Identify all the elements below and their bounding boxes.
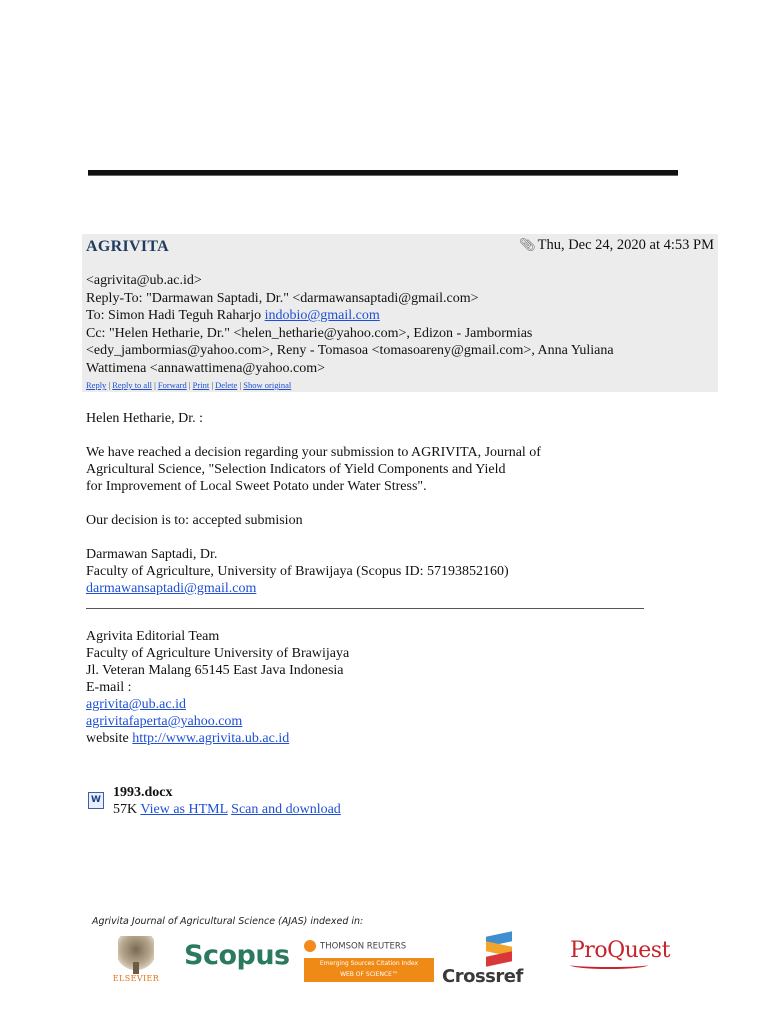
reply-link[interactable]: Reply xyxy=(86,380,107,390)
agrivita-email-link[interactable]: agrivita@ub.ac.id xyxy=(86,697,186,712)
cc-line-3: Wattimena <annawattimena@yahoo.com> xyxy=(86,360,326,376)
sep: | xyxy=(151,380,158,390)
website-link[interactable]: http://www.agrivita.ub.ac.id xyxy=(132,731,290,746)
to-line xyxy=(86,307,712,325)
body-line-2: Agricultural Science, "Selection Indicators of Yield Components and Yield xyxy=(86,462,506,477)
reply-to-line: Reply-To: "Darmawan Saptadi, Dr." <darmawansaptadi@gmail.com> xyxy=(86,290,479,306)
faperta-email-link[interactable]: agrivitafaperta@yahoo.com xyxy=(86,714,243,729)
editor-email-link[interactable]: darmawansaptadi@gmail.com xyxy=(86,581,257,596)
email-body xyxy=(86,410,686,597)
thomson-reuters-logo xyxy=(304,938,434,982)
website-line xyxy=(86,730,349,747)
paperclip-icon: 📎︎ xyxy=(519,237,536,252)
sep: | xyxy=(186,380,193,390)
scopus-logo: Scopus xyxy=(184,940,290,971)
decision-text: Our decision is to: accepted submision xyxy=(86,513,303,528)
indexed-in-text: Agrivita Journal of Agricultural Science (AJAS) indexed in: xyxy=(92,916,364,927)
attachment-meta xyxy=(113,801,341,818)
forward-link[interactable]: Forward xyxy=(157,380,187,390)
email-date xyxy=(519,237,714,254)
crossref-wordmark: Crossref xyxy=(442,966,523,987)
cc-line-1: Cc: "Helen Hetharie, Dr." <helen_hetharie@yahoo.com>, Edizon - Jambormias xyxy=(86,325,533,341)
top-rule xyxy=(88,170,678,176)
show-original-link[interactable]: Show original xyxy=(243,380,292,390)
sep: | xyxy=(237,380,244,390)
thomson-wordmark: THOMSON REUTERS xyxy=(320,941,407,952)
sender-name: AGRIVITA xyxy=(86,238,170,255)
esci-text: Emerging Sources Citation Index xyxy=(319,960,419,967)
email-label: E-mail : xyxy=(86,680,132,695)
delete-link[interactable]: Delete xyxy=(215,380,238,390)
wos-text: WEB OF SCIENCE™ xyxy=(340,971,398,978)
attachment-size: 57K xyxy=(113,802,141,817)
body-line-3: for Improvement of Local Sweet Potato under Water Stress". xyxy=(86,479,427,494)
greeting: Helen Hetharie, Dr. : xyxy=(86,411,204,426)
scan-download-link[interactable]: Scan and download xyxy=(231,802,341,817)
body-line-1: We have reached a decision regarding your submission to AGRIVITA, Journal of xyxy=(86,445,541,460)
word-doc-icon[interactable]: W xyxy=(88,792,104,809)
to-email-link[interactable]: indobio@gmail.com xyxy=(264,308,380,323)
print-link[interactable]: Print xyxy=(192,380,210,390)
website-label: website xyxy=(86,731,133,746)
proquest-logo xyxy=(570,938,670,969)
crossref-logo xyxy=(442,934,528,988)
sep: | xyxy=(106,380,113,390)
sender-address: <agrivita@ub.ac.id> xyxy=(86,273,202,288)
team-name: Agrivita Editorial Team xyxy=(86,629,220,644)
thomson-dot-icon xyxy=(304,940,316,952)
view-as-html-link[interactable]: View as HTML xyxy=(140,802,228,817)
cc-line-2: <edy_jambormias@yahoo.com>, Reny - Tomasoa <tomasoareny@gmail.com>, Anna Yuliana xyxy=(86,343,614,358)
editor-affiliation: Faculty of Agriculture, University of Brawijaya (Scopus ID: 57193852160) xyxy=(86,564,509,579)
sep: | xyxy=(209,380,216,390)
email-actions xyxy=(86,380,291,390)
attachment-filename: 1993.docx xyxy=(113,785,173,800)
postal-address: Jl. Veteran Malang 65145 East Java Indonesia xyxy=(86,663,344,678)
esci-band xyxy=(304,958,434,982)
signature xyxy=(86,628,349,747)
faculty-name: Faculty of Agriculture University of Brawijaya xyxy=(86,646,350,661)
date-text: Thu, Dec 24, 2020 at 4:53 PM xyxy=(537,237,714,253)
elsevier-wordmark: ELSEVIER xyxy=(112,974,160,983)
signature-divider xyxy=(86,608,644,609)
to-label: To: Simon Hadi Teguh Raharjo xyxy=(86,308,265,323)
elsevier-logo xyxy=(108,936,164,986)
editor-name: Darmawan Saptadi, Dr. xyxy=(86,547,218,562)
proquest-wordmark: ProQuest xyxy=(570,938,670,963)
header-fields xyxy=(86,272,712,377)
reply-all-link[interactable]: Reply to all xyxy=(112,380,152,390)
